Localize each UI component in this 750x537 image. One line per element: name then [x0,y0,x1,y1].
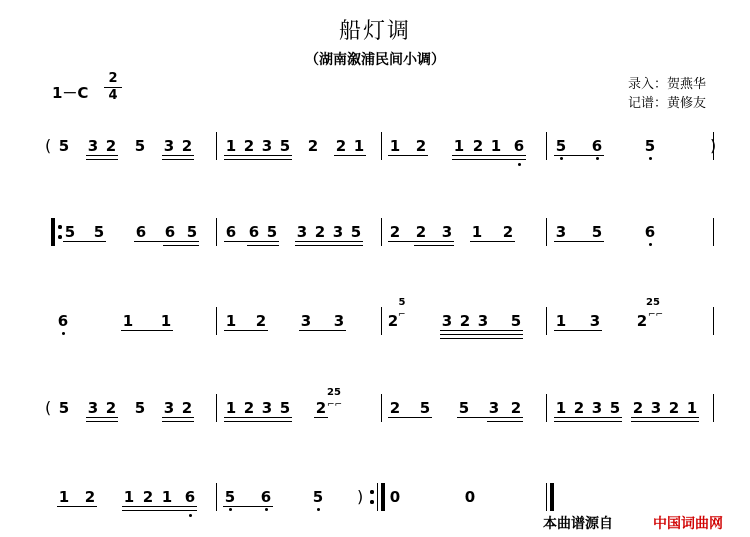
beam-underline [440,334,523,335]
beam-underline [452,159,526,160]
barline [377,483,378,511]
repeat-dot [370,500,374,504]
barline [216,483,217,511]
note: 3 [441,223,453,241]
note: 2 [243,137,255,155]
beam-underline [314,417,328,418]
note: 3 [589,312,601,330]
beam-underline [470,241,515,242]
note: 5 [266,223,278,241]
barline [713,218,714,246]
repeat-dot [58,235,62,239]
note: 1 [389,137,401,155]
source-label: 本曲谱源自 [543,516,613,532]
barline [216,218,217,246]
note: 2 [142,488,154,506]
note: 5 [312,488,324,506]
note: 2 [573,399,585,417]
beam-underline [388,155,428,156]
beam-underline [86,159,118,160]
note: 3 [591,399,603,417]
barline [546,394,547,422]
beam-underline [487,421,523,422]
note: 5 [350,223,362,241]
beam-underline [299,330,346,331]
beam-underline [295,245,363,246]
beam-underline [224,241,279,242]
barline [713,307,714,335]
site-name: 中国词曲网 [653,516,723,532]
octave-dot [317,508,320,511]
octave-dot [596,157,599,160]
grace-flag: ⌐⌐ [648,310,664,320]
beam-underline [247,245,279,246]
beam-underline [554,241,604,242]
note: 6 [591,137,603,155]
barline [216,307,217,335]
barline [546,132,547,160]
barline [381,218,382,246]
note: 2 [389,223,401,241]
note: 6 [644,223,656,241]
bracket: ) [710,136,717,155]
note: 3 [261,137,273,155]
beam-underline [162,417,194,418]
octave-dot [62,332,65,335]
note: 1 [225,399,237,417]
note: 6 [260,488,272,506]
beam-underline [295,241,363,242]
note: 5 [93,223,105,241]
beam-underline [631,417,699,418]
grace-note: 5 [398,297,406,308]
barline [216,394,217,422]
barline [550,483,554,511]
note: 3 [87,399,99,417]
beam-underline [86,155,118,156]
note: 2 [668,399,680,417]
grace-note: 25 [327,387,341,398]
note: 5 [510,312,522,330]
barline [713,394,714,422]
octave-dot [649,157,652,160]
note: 6 [57,312,69,330]
note: 6 [184,488,196,506]
beam-underline [388,417,432,418]
barline [216,132,217,160]
barline [381,307,382,335]
octave-dot [265,508,268,511]
grace-note: 25 [646,297,660,308]
barline [381,483,385,511]
beam-underline [86,421,118,422]
beam-underline [63,241,106,242]
note: 2 [472,137,484,155]
note: 2 [181,137,193,155]
time-signature-bottom: 4 [108,88,118,103]
note: 5 [555,137,567,155]
note: 5 [64,223,76,241]
note: 6 [164,223,176,241]
note: 2 [335,137,347,155]
repeat-dot [58,225,62,229]
note: 3 [488,399,500,417]
time-signature-top: 2 [108,71,118,86]
recorder-credit: 录入：贺燕华 [628,77,707,92]
note: 0 [389,488,401,506]
note: 2 [389,399,401,417]
note: 6 [225,223,237,241]
beam-underline [224,417,292,418]
beam-underline [631,421,699,422]
barline [51,218,55,246]
octave-dot [560,157,563,160]
beam-underline [122,510,197,511]
note: 2 [243,399,255,417]
barline [546,218,547,246]
beam-underline [134,241,199,242]
note: 2 [105,399,117,417]
song-title: 船灯调 [338,19,411,44]
barline [546,307,547,335]
note: 3 [555,223,567,241]
note: 2 [636,312,648,330]
note: 5 [458,399,470,417]
beam-underline [388,241,454,242]
beam-underline [162,155,194,156]
note: 2 [632,399,644,417]
beam-underline [334,155,366,156]
note: 3 [333,312,345,330]
note: 1 [490,137,502,155]
beam-underline [554,421,622,422]
note: 1 [686,399,698,417]
note: 3 [87,137,99,155]
note: 3 [650,399,662,417]
note: 1 [58,488,70,506]
octave-dot [229,508,232,511]
note: 2 [84,488,96,506]
octave-dot [518,163,521,166]
note: 1 [555,312,567,330]
note: 5 [279,137,291,155]
note: 2 [510,399,522,417]
repeat-dot [370,490,374,494]
note: 1 [225,137,237,155]
note: 2 [415,137,427,155]
beam-underline [122,506,197,507]
note: 3 [300,312,312,330]
note: 3 [477,312,489,330]
note: 2 [459,312,471,330]
bracket: ( [45,398,52,417]
beam-underline [162,421,194,422]
transcriber-credit: 记谱：黄修友 [628,96,707,111]
note: 1 [225,312,237,330]
note: 5 [591,223,603,241]
beam-underline [224,155,292,156]
note: 5 [134,137,146,155]
note: 5 [279,399,291,417]
beam-underline [554,417,622,418]
note: 5 [644,137,656,155]
note: 5 [186,223,198,241]
barline [381,394,382,422]
note: 1 [161,488,173,506]
note: 5 [419,399,431,417]
note: 2 [255,312,267,330]
note: 1 [353,137,365,155]
beam-underline [224,159,292,160]
note: 5 [58,399,70,417]
bracket: ( [45,136,52,155]
note: 2 [315,399,327,417]
note: 0 [464,488,476,506]
note: 1 [122,312,134,330]
beam-underline [457,417,523,418]
note: 6 [135,223,147,241]
note: 1 [471,223,483,241]
note: 1 [123,488,135,506]
note: 6 [513,137,525,155]
note: 2 [181,399,193,417]
note: 3 [163,137,175,155]
note: 2 [502,223,514,241]
grace-flag: ⌐⌐ [327,400,343,410]
note: 3 [441,312,453,330]
note: 3 [332,223,344,241]
note: 2 [314,223,326,241]
barline [381,132,382,160]
beam-underline [162,159,194,160]
note: 3 [296,223,308,241]
note: 2 [105,137,117,155]
note: 1 [453,137,465,155]
note: 2 [387,312,399,330]
beam-underline [440,330,523,331]
beam-underline [163,245,199,246]
note: 1 [160,312,172,330]
note: 5 [134,399,146,417]
note: 5 [609,399,621,417]
octave-dot [649,243,652,246]
grace-flag: ⌐ [398,310,406,320]
note: 2 [415,223,427,241]
beam-underline [224,330,268,331]
song-subtitle: （湖南溆浦民间小调） [305,52,445,68]
note: 2 [307,137,319,155]
key-signature: 1－C [52,84,89,102]
note: 3 [261,399,273,417]
barline [546,483,547,511]
octave-dot [189,514,192,517]
beam-underline [440,338,523,339]
note: 1 [555,399,567,417]
beam-underline [452,155,526,156]
bracket: ) [357,487,364,506]
beam-underline [554,330,602,331]
note: 5 [58,137,70,155]
time-signature [104,72,122,103]
note: 3 [163,399,175,417]
beam-underline [57,506,97,507]
beam-underline [224,421,292,422]
note: 5 [224,488,236,506]
beam-underline [86,417,118,418]
beam-underline [414,245,454,246]
beam-underline [121,330,173,331]
note: 6 [248,223,260,241]
